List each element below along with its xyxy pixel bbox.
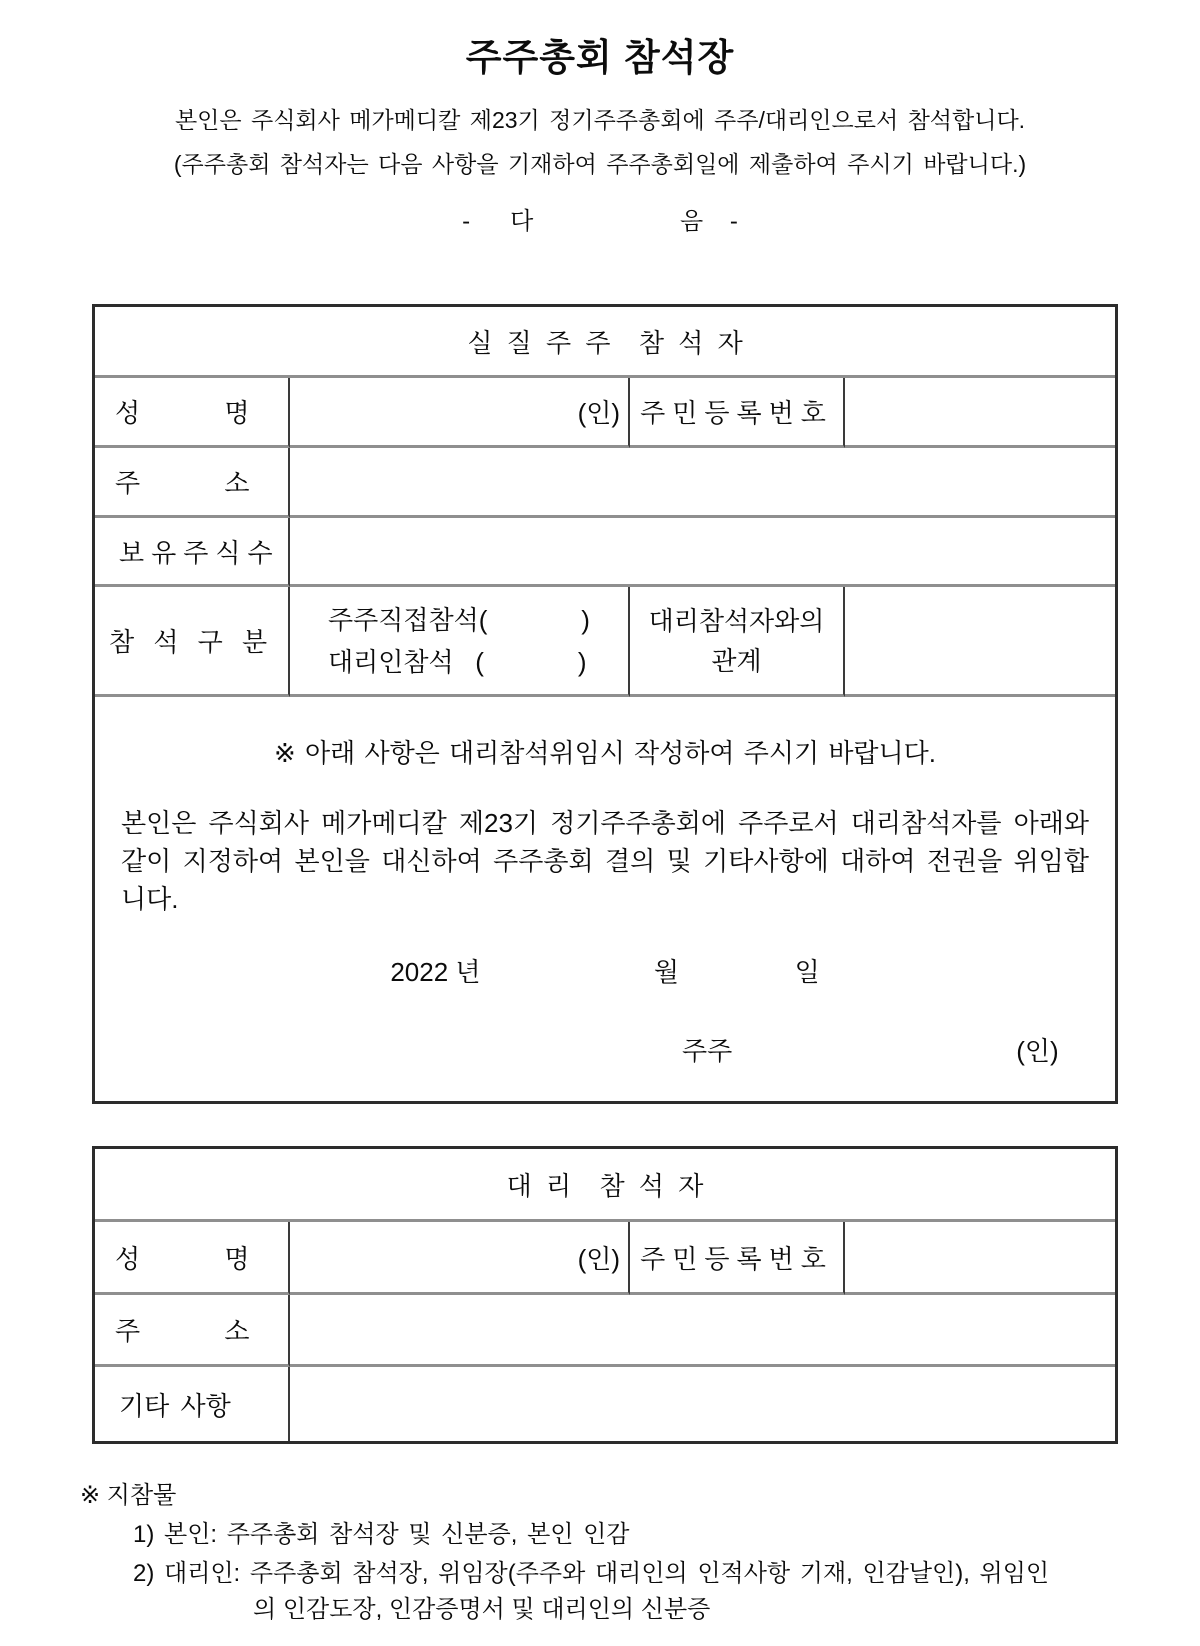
shareholder-table-title: 실 질 주 주 참 석 자 <box>95 307 1115 378</box>
delegation-notice: ※ 아래 사항은 대리참석위임시 작성하여 주시기 바랍니다. <box>273 738 937 768</box>
delegation-signature-row <box>95 1031 1115 1068</box>
shareholder-shares-label: 보유주식수 <box>95 518 290 587</box>
footnote-item-1: 1) 본인: 주주총회 참석장 및 신분증, 본인 인감 <box>133 1521 630 1548</box>
delegation-date-line: 2022 년 월 일 <box>390 957 820 987</box>
proxy-relation-label-line1: 대리참석자와의 <box>648 605 825 636</box>
proxy-attendee-table <box>92 1146 1118 1444</box>
shareholder-address-field <box>290 448 1115 518</box>
footnote-item-2-continued: 의 인감도장, 인감증명서 및 대리인의 신분증 <box>253 1596 711 1623</box>
daum-divider: - 다 음 - <box>462 208 738 235</box>
attendance-type-label: 참 석 구 분 <box>95 587 290 697</box>
proxy-address-label: 주 소 <box>95 1295 290 1367</box>
intro-line-1: 본인은 주식회사 메가메디칼 제23기 정기주주총회에 주주/대리인으로서 참석합니다. <box>174 107 1026 133</box>
attendance-options <box>290 587 630 697</box>
intro-line-2: (주주총회 참석자는 다음 사항을 기재하여 주주총회일에 제출하여 주시기 바랍니다.) <box>173 151 1027 177</box>
shareholder-name-label: 성 명 <box>95 378 290 448</box>
proxy-etc-label: 기타 사항 <box>95 1367 290 1441</box>
shareholder-attendee-table <box>92 304 1118 1104</box>
delegation-section <box>95 697 1115 1101</box>
proxy-relation-label <box>630 587 845 697</box>
shareholder-name-seal-mark: (인) <box>290 378 630 448</box>
proxy-address-field <box>290 1295 1115 1367</box>
proxy-table-title: 대 리 참 석 자 <box>95 1149 1115 1222</box>
proxy-etc-field <box>290 1367 1115 1441</box>
attendance-option-direct: 주주직접참석( ) <box>328 604 590 635</box>
proxy-name-label: 성 명 <box>95 1222 290 1295</box>
page-title: 주주총회 참석장 <box>465 37 735 78</box>
shareholder-rrn-field <box>845 378 1115 448</box>
shareholder-address-label: 주 소 <box>95 448 290 518</box>
shareholder-rrn-label: 주민등록번호 <box>630 378 845 448</box>
proxy-rrn-label: 주민등록번호 <box>630 1222 845 1295</box>
delegation-signer-label: 주주 <box>682 1036 733 1066</box>
proxy-relation-field <box>845 587 1115 697</box>
intro-paragraph <box>0 98 1200 186</box>
attendance-option-proxy: 대리인참석 ( ) <box>328 646 587 677</box>
delegation-signer-seal-mark: (인) <box>1016 1036 1059 1066</box>
proxy-relation-label-line2: 관계 <box>711 645 762 676</box>
proxy-name-seal-mark: (인) <box>290 1222 630 1295</box>
footnotes <box>80 1480 1200 1626</box>
proxy-rrn-field <box>845 1222 1115 1295</box>
footnotes-heading: ※ 지참물 <box>80 1482 177 1509</box>
shareholder-shares-field <box>290 518 1115 587</box>
delegation-body: 본인은 주식회사 메가메디칼 제23기 정기주주총회에 주주로서 대리참석자를 아래와 같이 지정하여 본인을 대신하여 주주총회 결의 및 기타사항에 대하여 전권을 위임합니다. <box>121 808 1090 914</box>
footnote-item-2: 2) 대리인: 주주총회 참석장, 위임장(주주와 대리인의 인적사항 기재, 인감날인), 위임인 <box>133 1560 1050 1587</box>
